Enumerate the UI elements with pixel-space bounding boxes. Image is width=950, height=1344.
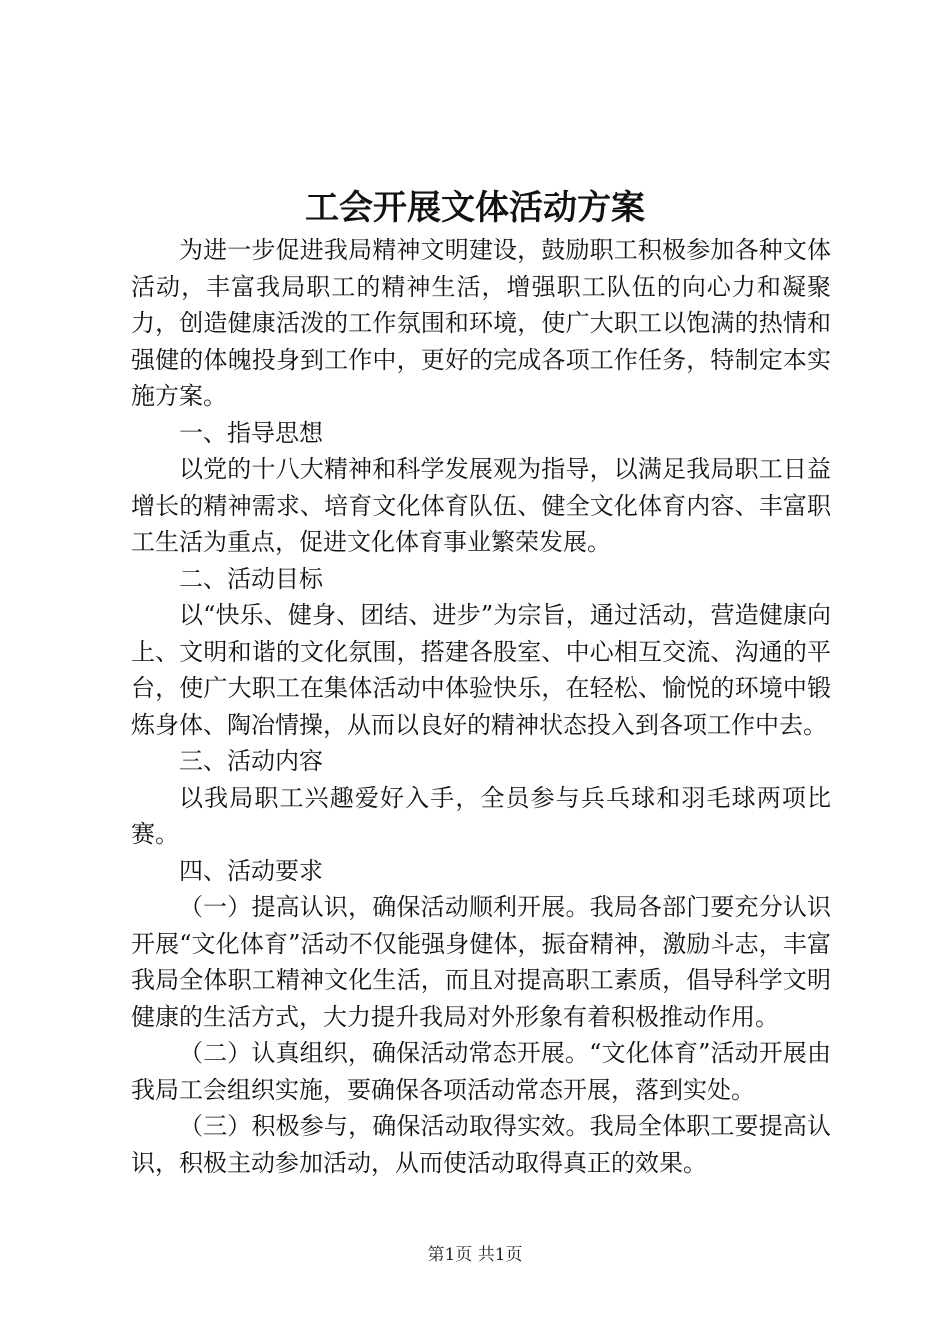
section-heading-guiding-ideology: 一、指导思想	[179, 418, 323, 447]
guiding-ideology-paragraph: 以党的十八大精神和科学发展观为指导，以满足我局职工日益增长的精神需求、培育文化体育队伍、健全文化体育内容、丰富职工生活为重点，促进文化体育事业繁荣发展。	[131, 455, 831, 556]
requirement-item-1: （一）提高认识，确保活动顺利开展。我局各部门要充分认识开展“文化体育”活动不仅能强身健体，振奋精神，激励斗志，丰富我局全体职工精神文化生活，而且对提高职工素质，倡导科学文明健康的生活方式，大力提升我局对外形象有着积极推动作用。	[131, 893, 831, 1031]
section-heading-activity-content: 三、活动内容	[179, 747, 323, 775]
intro-paragraph: 为进一步促进我局精神文明建设，鼓励职工积极参加各种文体活动，丰富我局职工的精神生活，增强职工队伍的向心力和凝聚力，创造健康活泼的工作氛围和环境，使广大职工以饱满的热情和强健的体魄投身到工作中，更好的完成各项工作任务，特制定本实施方案。	[131, 236, 831, 410]
requirement-item-3: （三）积极参与，确保活动取得实效。我局全体职工要提高认识，积极主动参加活动，从而使活动取得真正的效果。	[131, 1112, 831, 1177]
activity-content-paragraph: 以我局职工兴趣爱好入手，全员参与兵乓球和羽毛球两项比赛。	[131, 783, 831, 848]
section-heading-activity-goals: 二、活动目标	[179, 564, 323, 593]
document-body	[131, 232, 831, 1181]
activity-goals-paragraph: 以“快乐、健身、团结、进步”为宗旨，通过活动，营造健康向上、文明和谐的文化氛围，搭建各股室、中心相互交流、沟通的平台，使广大职工在集体活动中体验快乐，在轻松、愉悦的环境中锻炼身体、陶冶情操，从而以良好的精神状态投入到各项工作中去。	[131, 601, 831, 739]
section-heading-activity-requirements: 四、活动要求	[179, 856, 323, 885]
document-title: 工会开展文体活动方案	[305, 188, 645, 228]
page-footer: 第1页 共1页	[427, 1245, 523, 1265]
requirement-item-2: （二）认真组织，确保活动常态开展。“文化体育”活动开展由我局工会组织实施，要确保各项活动常态开展，落到实处。	[131, 1039, 831, 1104]
